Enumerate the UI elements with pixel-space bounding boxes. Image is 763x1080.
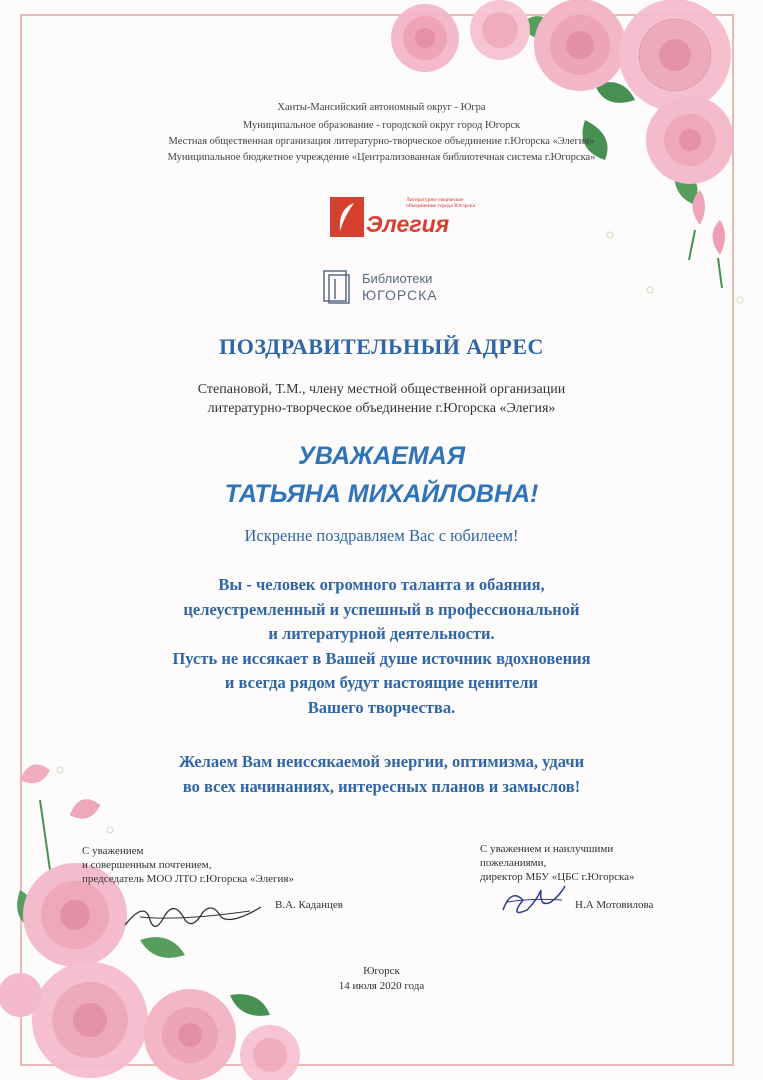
paragraph-line: и литературной деятельности. bbox=[268, 624, 495, 643]
library-logo bbox=[322, 265, 462, 311]
signature-right-line: С уважением и наилучшими bbox=[480, 843, 614, 855]
paragraph-line: Вы - человек огромного таланта и обаяния, bbox=[218, 575, 545, 594]
signature-left-line: и совершенным почтением, bbox=[82, 859, 212, 871]
header-institution-line: Муниципальное бюджетное учреждение «Централизованная библиотечная система г.Югорска» bbox=[167, 152, 596, 163]
signature-right-line: пожеланиями, bbox=[480, 857, 547, 869]
elegia-logo-caption: Литературно-творческое объединение города Югорска bbox=[406, 197, 476, 209]
wish-paragraph bbox=[0, 750, 763, 799]
header-organization-line: Местная общественная организация литературно-творческое объединение г.Югорска «Элегия» bbox=[168, 136, 595, 147]
paragraph-line: и всегда рядом будут настоящие ценители bbox=[224, 673, 539, 692]
signature-right-position: директор МБУ «ЦБС г.Югорска» bbox=[480, 871, 635, 883]
signature-right-name: Н.А Мотовилова bbox=[575, 899, 654, 911]
handwritten-signature-right bbox=[495, 880, 570, 925]
paragraph-line: целеустремленный и успешный в профессиональной bbox=[183, 599, 580, 619]
place-text: Югорск bbox=[363, 965, 400, 977]
paragraph-line: Пусть не иссякает в Вашей душе источник вдохновения bbox=[172, 648, 591, 668]
wish-line: Желаем Вам неиссякаемой энергии, оптимизма, удачи bbox=[178, 752, 585, 771]
elegia-logo-name: Элегия bbox=[366, 211, 450, 237]
signature-left-block bbox=[82, 844, 294, 886]
signature-left-position: председатель МОО ЛТО г.Югорска «Элегия» bbox=[82, 873, 294, 885]
header-region-line: Ханты-Мансийский автономный округ - Югра bbox=[277, 102, 486, 113]
main-paragraph bbox=[0, 573, 763, 720]
elegia-logo bbox=[330, 193, 476, 241]
recipient-block bbox=[0, 380, 763, 418]
paragraph-line: Вашего творчества. bbox=[307, 697, 456, 717]
recipient-line: Степановой, Т.М., члену местной общественной организации bbox=[197, 382, 566, 397]
recipient-line: литературно-творческое объединение г.Югорска «Элегия» bbox=[207, 401, 556, 416]
library-logo-line1: Библиотеки bbox=[362, 271, 433, 286]
signature-left-line: С уважением bbox=[82, 845, 144, 857]
document-title: ПОЗДРАВИТЕЛЬНЫЙ АДРЕС bbox=[219, 334, 544, 359]
signature-right-block bbox=[480, 842, 635, 884]
greeting-line: УВАЖАЕМАЯ bbox=[297, 442, 466, 470]
header-municipality-line: Муниципальное образование - городской округ город Югорск bbox=[242, 120, 521, 131]
congratulation-line: Искренне поздравляем Вас с юбилеем! bbox=[244, 526, 519, 545]
greeting-name: ТАТЬЯНА МИХАЙЛОВНА! bbox=[224, 480, 539, 508]
wish-line: во всех начинаниях, интересных планов и замыслов! bbox=[182, 776, 581, 796]
library-logo-line2: ЮГОРСКА bbox=[362, 287, 438, 303]
library-book-icon bbox=[322, 269, 352, 305]
elegia-logo-mark bbox=[330, 197, 364, 237]
date-text: 14 июля 2020 года bbox=[338, 980, 425, 992]
handwritten-signature-left bbox=[120, 895, 270, 940]
signature-left-name: В.А. Каданцев bbox=[275, 899, 343, 911]
